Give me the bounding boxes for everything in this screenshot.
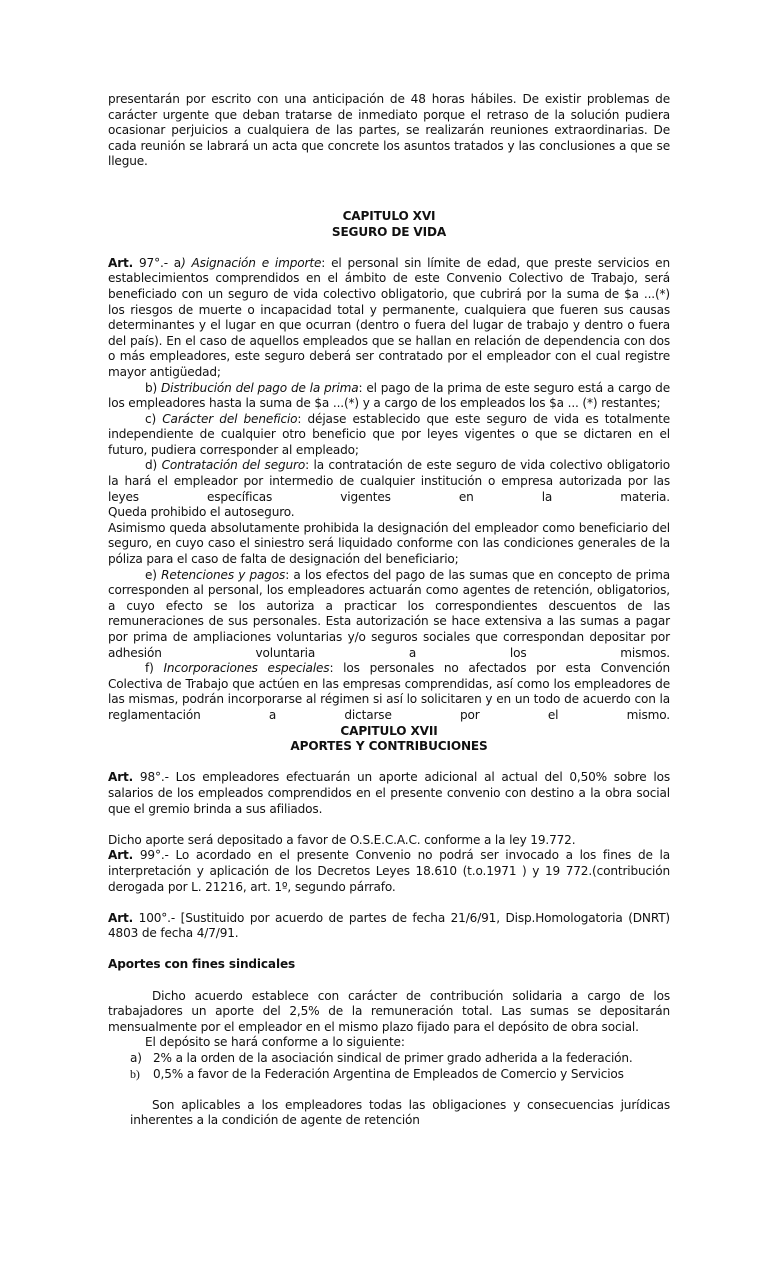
art97-e (108, 568, 670, 662)
article-label: Art. (108, 770, 134, 785)
list-text: 2% a la orden de la asociación sindical de primer grado adherida a la federación. (153, 1051, 633, 1066)
art97-d-text: : la contratación de este seguro de vida colectivo obligatorio la hará el empleador por intermedio de cualquier institución o empresa autorizada por las leyes específicas vigentes en la materia. (108, 458, 671, 504)
intro-paragraph: presentarán por escrito con una anticipación de 48 horas hábiles. De existir problemas de carácter urgente que deban tratarse de inmediato porque el retraso de la solución pudiera ocasionar perjuicios a cualquiera de las partes, se realizarán reuniones extraordinarias. De cada reunión se labrará un acta que concrete los asuntos tratados y las conclusiones a que se llegue. (108, 92, 670, 169)
deposito: El depósito se hará conforme a lo siguiente: (145, 1035, 405, 1050)
marker: b) (145, 380, 161, 395)
art97-b-text: : el pago de la prima de este seguro está a cargo de los empleadores hasta la suma de $a ...(*) y a cargo de los empleados los $a ... (*) restantes; (108, 380, 670, 411)
art97-d-extra: Queda prohibido el autoseguro. (108, 505, 295, 520)
chapter-16-subtitle: SEGURO DE VIDA (331, 224, 447, 239)
art97-b-title: Distribución del pago de la prima (161, 380, 359, 395)
art97-a (108, 256, 670, 381)
article-label: Art. (108, 910, 134, 925)
art97-e-text: : a los efectos del pago de las sumas que en concepto de prima corresponden al personal, los empleadores actuarán como agentes de retención, obligatorios, a cuyo efecto se los autoriza a practicar los correspondientes descuentos de las remuneraciones de sus personales. Esta autorización se hace extensiva a las sumas a pagar por prima de ampliaciones voluntarias y/o seguros sociales que correspondan depositar por adhesión voluntaria a los mismos. (108, 567, 670, 660)
chapter-17-title: CAPITULO XVII (340, 723, 438, 738)
art99 (108, 848, 670, 895)
marker: c) (145, 411, 163, 426)
art97-d (108, 458, 670, 505)
art97-d-title: Contratación del seguro (161, 458, 306, 473)
art97-c-text: : déjase establecido que este seguro de vida es totalmente independiente de cualquier otro beneficio que por leyes vigentes o que se dictaren en el futuro, pudiera corresponder al empleado; (108, 411, 671, 457)
chapter-16-title: CAPITULO XVI (342, 208, 436, 223)
list-item (130, 1051, 670, 1067)
document-page (108, 92, 670, 1129)
dicho-aporte: Dicho aporte será depositado a favor de O.S.E.C.A.C. conforme a la ley 19.772. (108, 832, 576, 847)
art98 (108, 770, 670, 817)
art97-e-title: Retenciones y pagos (161, 567, 286, 582)
art97-a-text: : el personal sin límite de edad, que preste servicios en establecimientos comprendidos en el ámbito de este Convenio Colectivo de Trabajo, será beneficiado con un seguro de vida colectivo obligatorio, que cubrirá por la suma de $a ...(*) los riesgos de muerte o incapacidad total y permanente, cualquiera que fueren sus causas determinantes y el lugar en que ocurran (dentro o fuera del lugar de trabajo y dentro o fuera del país). En el caso de aquellos empleados que se hallan en relación de dependencia con dos o más empleadores, este seguro deberá ser contratado por el empleador con el cual registre mayor antigüedad; (108, 255, 670, 379)
article-label: Art. (108, 255, 134, 270)
chapter-17-subtitle: APORTES Y CONTRIBUCIONES (290, 739, 488, 754)
list-marker: a) (130, 1051, 142, 1066)
art97-c (108, 412, 670, 459)
art97-f-text: : los personales no afectados por esta Convención Colectiva de Trabajo que actúen en las empresas comprendidas, así como los empleadores de las mismas, podrán incorporarse al régimen si así lo solicitaren y en un todo de acuerdo con la reglamentación a dictarse por el mismo. (108, 661, 670, 722)
list-marker: b) (130, 1066, 140, 1081)
art97-f (108, 661, 670, 723)
art97-asimismo: Asimismo queda absolutamente prohibida la designación del empleador como beneficiario del seguro, en cuyo caso el siniestro será liquidado conforme con las condiciones generales de la póliza para el caso de falta de designación del beneficiario; (108, 520, 670, 567)
art99-text: 99°.- Lo acordado en el presente Convenio no podrá ser invocado a los fines de la interpretación y aplicación de los Decretos Leyes 18.610 (t.o.1971 ) y 19 772.(contribución derogada por L. 21216, art. 1º, segundo párrafo. (108, 848, 670, 894)
art97-c-title: Carácter del beneficio (162, 411, 298, 426)
marker: f) (145, 661, 164, 676)
list-item (130, 1067, 670, 1083)
list-text: 0,5% a favor de la Federación Argentina de Empleados de Comercio y Servicios (153, 1066, 624, 1081)
art100 (108, 911, 670, 942)
art98-text: 98°.- Los empleadores efectuarán un aporte adicional al actual del 0,50% sobre los salarios de los empleados comprendidos en el presente convenio con destino a la obra social que el gremio brinda a sus afiliados. (108, 770, 670, 816)
article-label: Art. (108, 848, 134, 863)
aportes-heading: Aportes con fines sindicales (108, 957, 296, 972)
art97-f-title: Incorporaciones especiales (163, 661, 330, 676)
aplicables: Son aplicables a los empleadores todas las obligaciones y consecuencias jurídicas inherentes a la condición de agente de retención (130, 1097, 670, 1128)
art97-b (108, 381, 670, 412)
marker: d) (145, 458, 162, 473)
art97-number: 97°.- a (133, 255, 182, 270)
art97-a-title: ) Asignación e importe (181, 255, 322, 270)
marker: e) (145, 567, 162, 582)
art100-text: 100°.- [Sustituido por acuerdo de partes de fecha 21/6/91, Disp.Homologatoria (DNRT) 4803 de fecha 4/7/91. (108, 910, 670, 941)
dicho-acuerdo: Dicho acuerdo establece con carácter de contribución solidaria a cargo de los trabajadores un aporte del 2,5% de la remuneración total. Las sumas se depositarán mensualmente por el empleador en el mismo plazo fijado para el depósito de obra social. (108, 988, 670, 1034)
